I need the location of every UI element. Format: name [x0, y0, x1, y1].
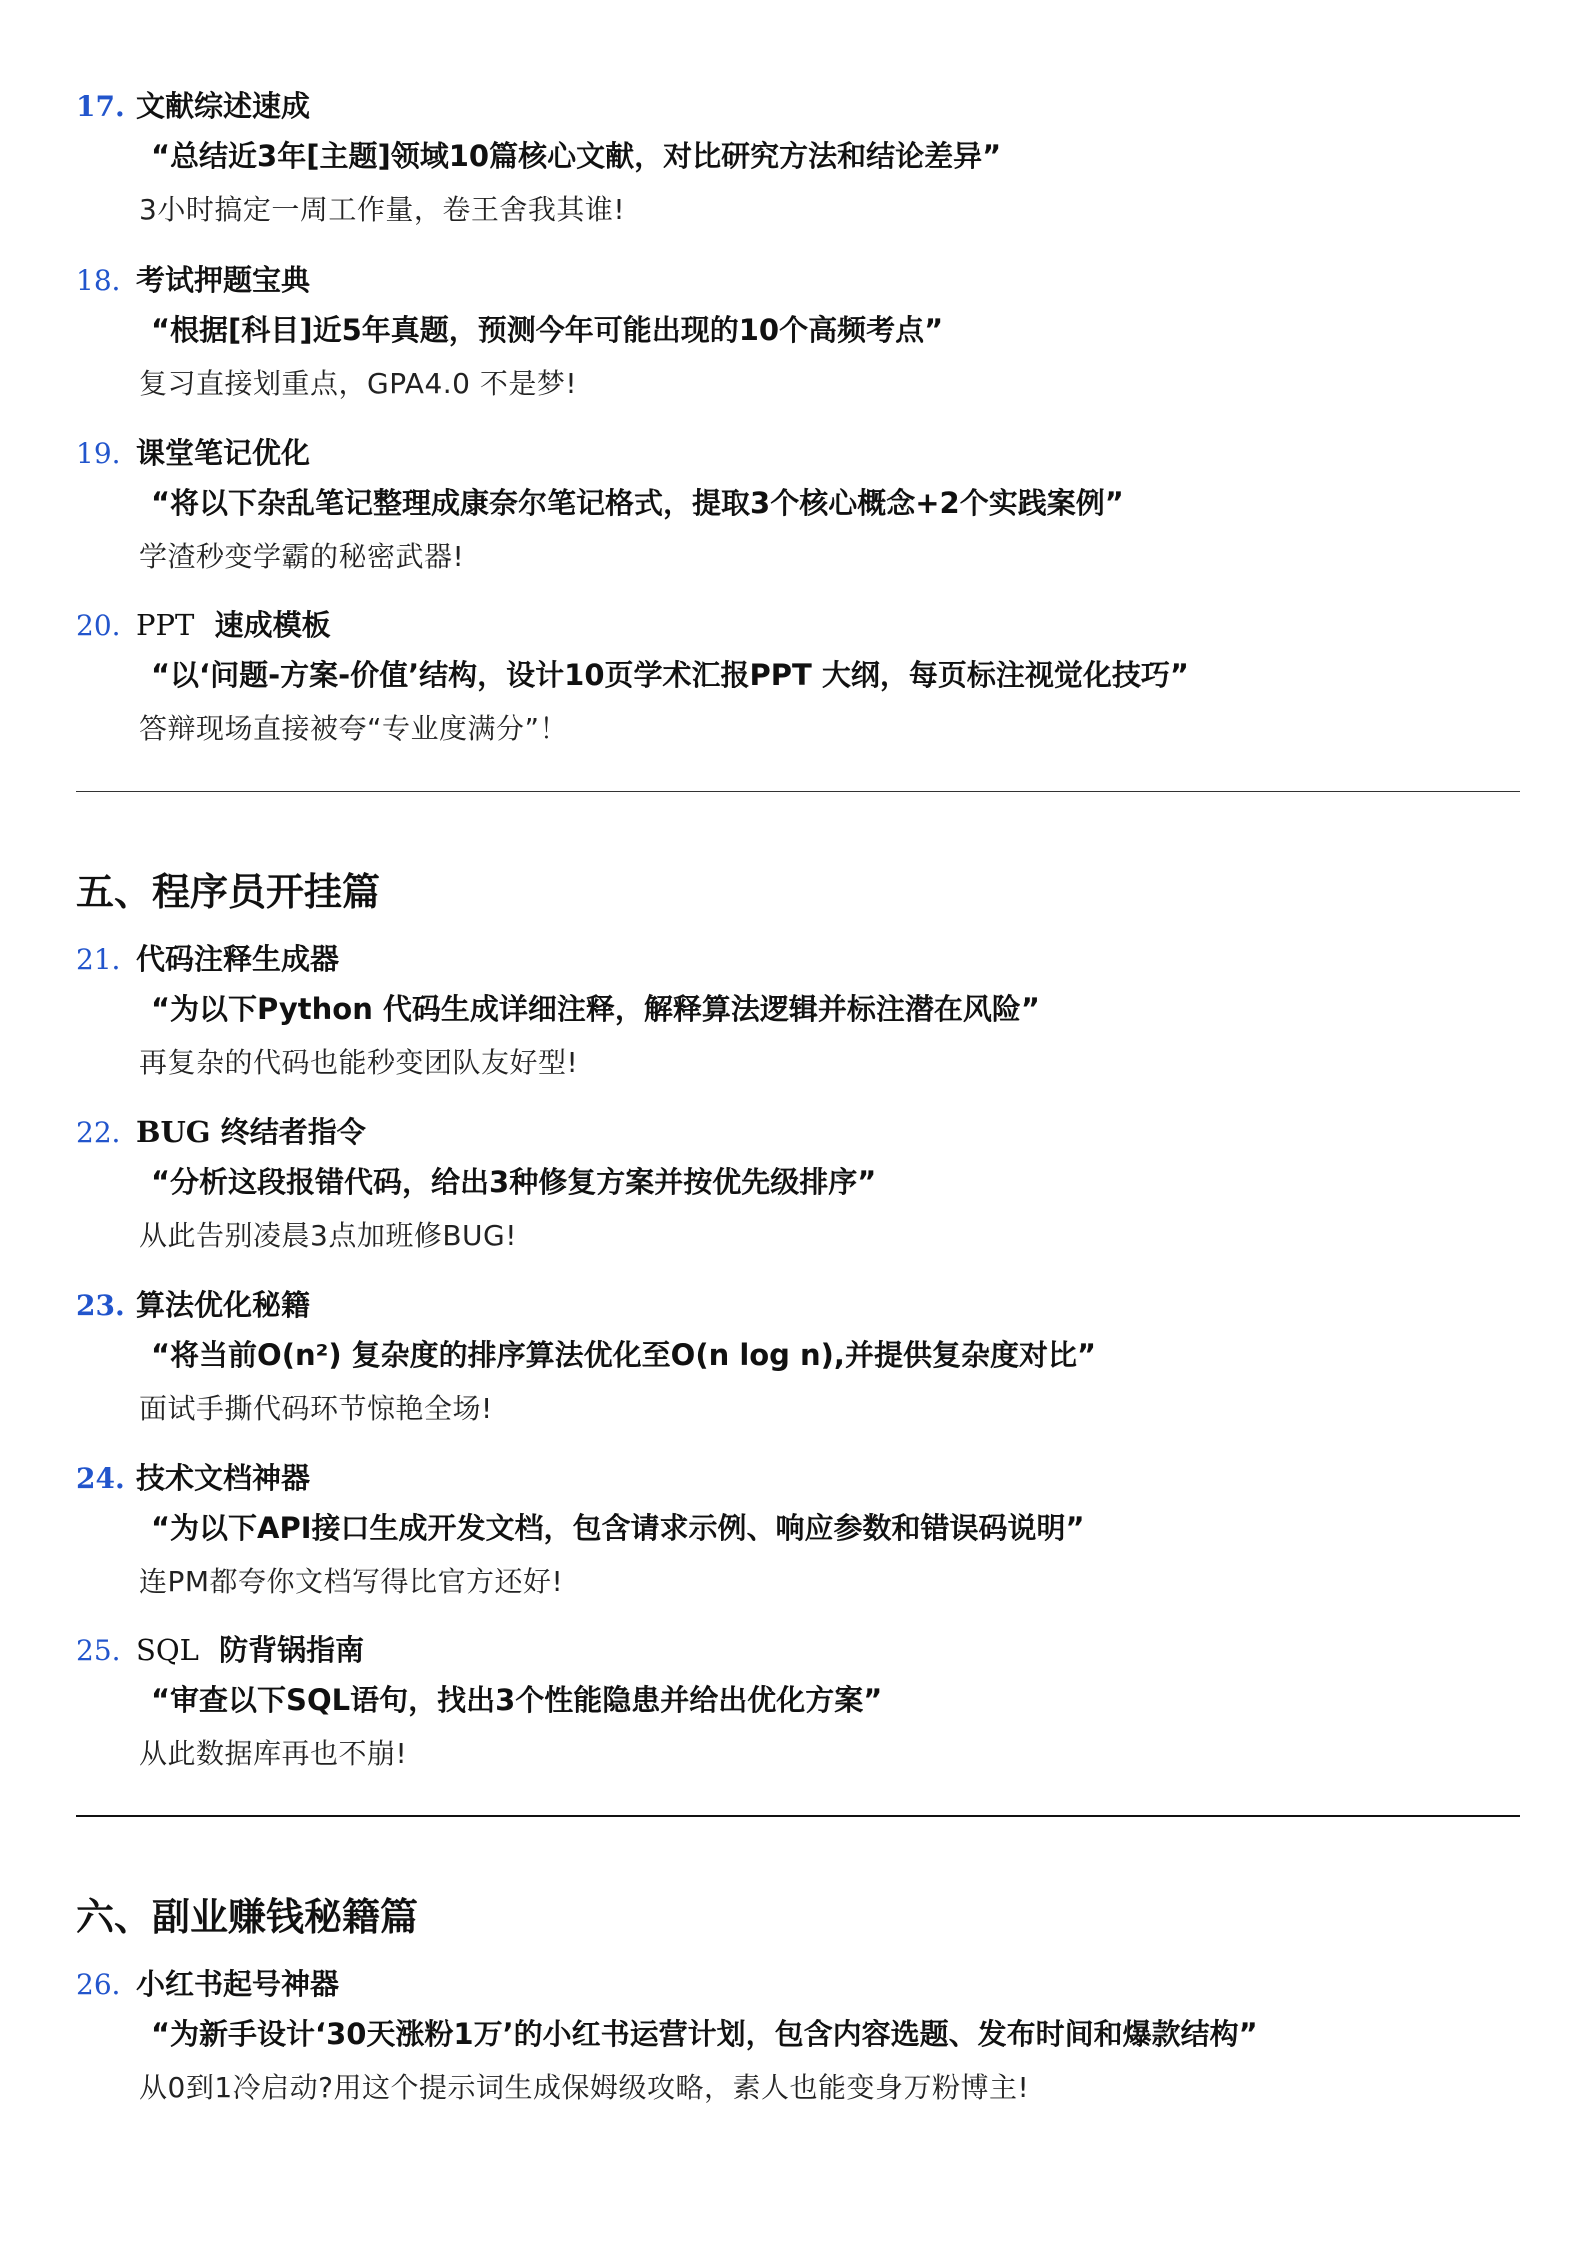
item-note: 再复杂的代码也能秒变团队友好型! [139, 1046, 579, 1079]
section-divider [76, 791, 1520, 792]
item-prompt: “为以下Python 代码生成详细注释，解释算法逻辑并标注潜在风险” [151, 992, 1040, 1026]
item-number: 24. [76, 1462, 125, 1495]
item-title-text: 速成模板 [214, 608, 331, 642]
item-note: 3小时搞定一周工作量，卷王舍我其谁! [139, 193, 626, 226]
item-title [136, 603, 331, 644]
item-number: 26． [76, 1968, 140, 2001]
item-title: 技术文档神器 [136, 1461, 311, 1495]
item-prompt: “为以下API接口生成开发文档，包含请求示例、响应参数和错误码说明” [151, 1511, 1085, 1545]
list-item [76, 1110, 1516, 1254]
item-title-latin: PPT [136, 608, 195, 642]
item-number: 18． [76, 264, 140, 297]
item-prompt: “将以下杂乱笔记整理成康奈尔笔记格式，提取3个核心概念+2个实践案例” [151, 486, 1124, 520]
item-number: 25. [76, 1634, 121, 1667]
item-note: 从0到1冷启动?用这个提示词生成保姆级攻略，素人也能变身万粉博主! [139, 2071, 1030, 2104]
item-note: 学渣秒变学霸的秘密武器! [139, 540, 465, 573]
item-prompt: “以‘问题-方案-价值’结构，设计10页学术汇报PPT 大纲，每页标注视觉化技巧” [151, 658, 1189, 692]
item-title: 课堂笔记优化 [136, 436, 311, 470]
list-item [76, 84, 1516, 228]
item-title: 考试押题宝典 [136, 263, 311, 297]
section-heading: 五、程序员开挂篇 [76, 870, 381, 914]
item-title [136, 1110, 366, 1151]
list-item [76, 1628, 1516, 1772]
item-prompt: “总结近3年[主题]领域10篇核心文献，对比研究方法和结论差异” [151, 139, 1002, 173]
item-title: 代码注释生成器 [136, 942, 340, 976]
item-title-text: 防背锅指南 [219, 1633, 365, 1667]
item-prompt: “审查以下SQL语句，找出3个性能隐患并给出优化方案” [151, 1683, 883, 1717]
item-note: 从此数据库再也不崩! [139, 1737, 408, 1770]
list-item [76, 603, 1516, 747]
item-prompt: “为新手设计‘30天涨粉1万’的小红书运营计划，包含内容选题、发布时间和爆款结构” [151, 2017, 1258, 2051]
list-item [76, 1962, 1516, 2106]
list-item [76, 1456, 1516, 1600]
item-prompt: “分析这段报错代码，给出3种修复方案并按优先级排序” [151, 1165, 877, 1199]
item-number: 23. [76, 1289, 125, 1322]
list-item [76, 258, 1516, 402]
item-note: 从此告别凌晨3点加班修BUG! [139, 1219, 517, 1252]
list-item [76, 937, 1516, 1081]
item-title: 小红书起号神器 [136, 1967, 340, 2001]
item-number: 21． [76, 943, 140, 976]
list-item [76, 431, 1516, 575]
section-divider [76, 1815, 1520, 1817]
list-item [76, 1283, 1516, 1427]
item-number: 22． [76, 1116, 140, 1149]
item-note: 连PM都夸你文档写得比官方还好! [139, 1565, 564, 1598]
section-heading: 六、副业赚钱秘籍篇 [76, 1895, 419, 1939]
item-title: 算法优化秘籍 [136, 1288, 311, 1322]
item-title [136, 1628, 364, 1669]
item-note: 复习直接划重点，GPA4.0 不是梦! [139, 367, 578, 400]
item-prompt: “将当前O(n²) 复杂度的排序算法优化至O(n log n),并提供复杂度对比” [151, 1338, 1097, 1372]
item-number: 17. [76, 90, 125, 123]
item-number: 19. [76, 437, 121, 470]
item-title-latin: SQL [136, 1633, 199, 1667]
item-title-latin: BUG [136, 1115, 211, 1149]
item-title: 文献综述速成 [136, 89, 311, 123]
item-note: 面试手撕代码环节惊艳全场! [139, 1392, 493, 1425]
item-note: 答辩现场直接被夸“专业度满分”！ [139, 712, 569, 745]
item-number: 20. [76, 609, 121, 642]
item-title-text: 终结者指令 [220, 1115, 366, 1149]
item-prompt: “根据[科目]近5年真题，预测今年可能出现的10个高频考点” [151, 313, 944, 347]
